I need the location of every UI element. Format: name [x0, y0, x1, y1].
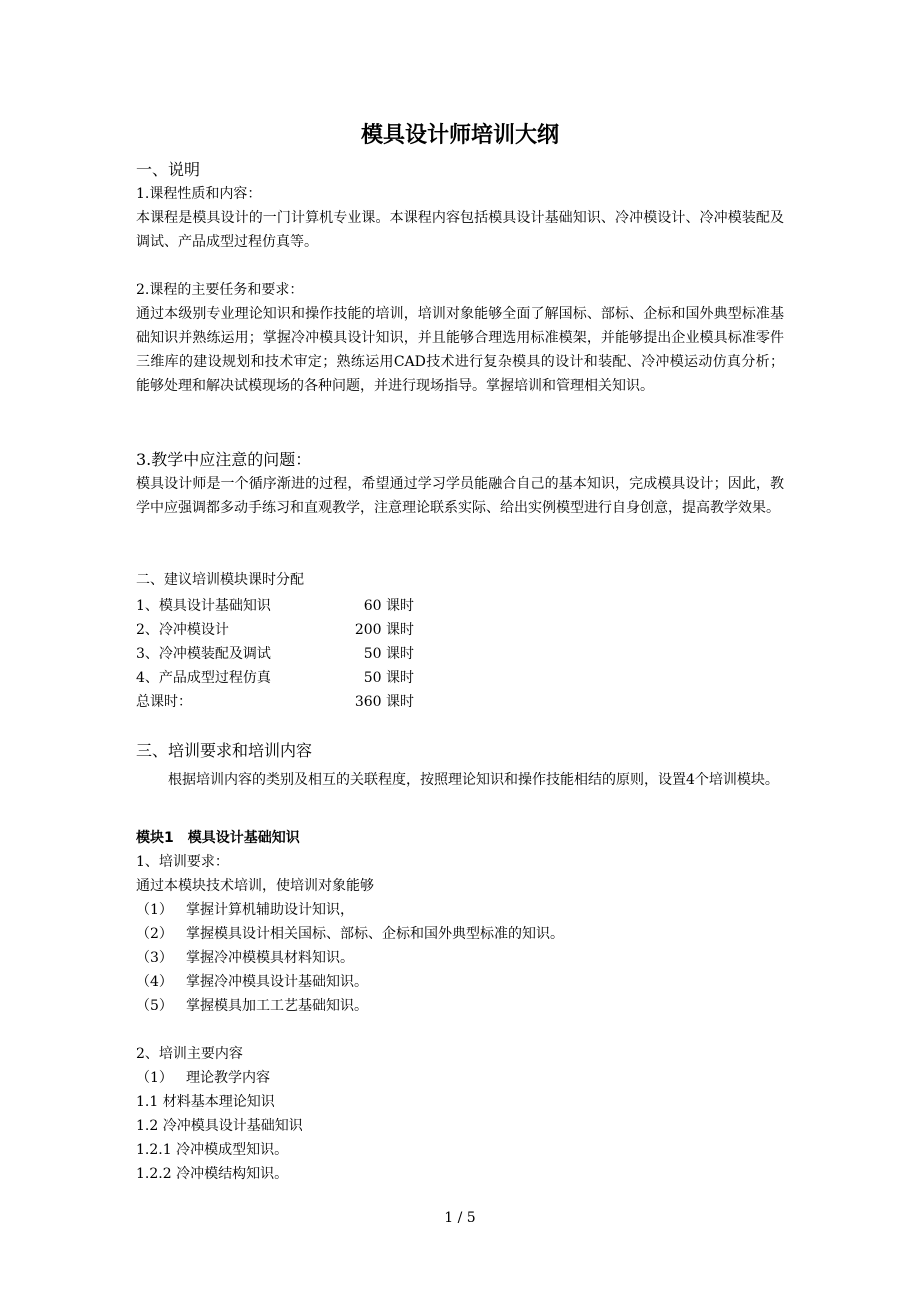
total-hours-value: 360 课时 [354, 694, 414, 710]
total-hours-label: 总课时： [136, 694, 192, 710]
requirements-intro: 通过本模块技术培训，使培训对象能够 [136, 878, 374, 894]
requirement-item [136, 970, 368, 994]
content-item: 1.2.2 冷冲模结构知识。 [136, 1166, 289, 1182]
requirement-text: 掌握模具设计相关国标、部标、企标和国外典型标准的知识。 [186, 926, 564, 942]
hours-row-name: 4、产品成型过程仿真 [136, 670, 271, 686]
content-item: 1.2.1 冷冲模成型知识。 [136, 1142, 289, 1158]
hours-row-name: 1、模具设计基础知识 [136, 598, 271, 614]
requirement-number: （5） [136, 998, 173, 1014]
document-title: 模具设计师培训大纲 [360, 123, 559, 148]
content-sub-number: （1） [136, 1070, 173, 1086]
content-item: 1.1 材料基本理论知识 [136, 1094, 275, 1110]
hours-row-value: 200 课时 [354, 622, 414, 638]
para-1-text: 本课程是模具设计的一门计算机专业课。本课程内容包括模具设计基础知识、冷冲模设计、冷冲模装配及调试、产品成型过程仿真等。 [136, 210, 784, 250]
para-1-label: 1.课程性质和内容： [136, 186, 262, 202]
page-number: 1 / 5 [444, 1210, 476, 1226]
requirement-text: 掌握冷冲模具设计基础知识。 [186, 974, 368, 990]
requirement-item [136, 994, 368, 1018]
hours-row-value: 50 课时 [363, 670, 414, 686]
requirement-item [136, 922, 564, 946]
content-item: 1.2 冷冲模具设计基础知识 [136, 1118, 303, 1134]
requirement-number: （2） [136, 926, 173, 942]
para-3-label: 3.教学中应注意的问题： [136, 450, 312, 469]
requirement-number: （1） [136, 902, 173, 918]
para-2-text: 通过本级别专业理论知识和操作技能的培训，培训对象能够全面了解国标、部标、企标和国外典型标准基础知识并熟练运用；掌握冷冲模具设计知识，并且能够合理选用标准模架，并能够提出企业模具标准零件三维库的建设规划和技术审定；熟练运用CAD技术进行复杂模具的设计和装配、冷冲模运动仿真分析；能够处理和解决试模现场的各种问题，并进行现场指导。掌握培训和管理相关知识。 [136, 306, 784, 394]
requirement-text: 掌握模具加工工艺基础知识。 [186, 998, 368, 1014]
hours-row-value: 50 课时 [363, 646, 414, 662]
requirement-text: 掌握计算机辅助设计知识， [186, 902, 354, 918]
hours-row-name: 3、冷冲模装配及调试 [136, 646, 271, 662]
para-2-label: 2.课程的主要任务和要求： [136, 282, 304, 298]
module-1-title: 模块1 模具设计基础知识 [136, 830, 300, 846]
content-sub-text: 理论教学内容 [186, 1070, 270, 1086]
requirements-label: 1、培训要求： [136, 854, 229, 870]
content-label: 2、培训主要内容 [136, 1046, 243, 1062]
section-1-heading: 一、说明 [136, 160, 201, 179]
content-subheading [136, 1066, 270, 1090]
hours-row-value: 60 课时 [363, 598, 414, 614]
requirement-number: （3） [136, 950, 173, 966]
section-3-intro: 根据培训内容的类别及相互的关联程度，按照理论知识和操作技能相结的原则，设置4个培训模块。 [168, 772, 779, 788]
section-3-heading: 三、培训要求和培训内容 [136, 741, 313, 760]
section-2-heading: 二、建议培训模块课时分配 [136, 572, 304, 588]
requirement-number: （4） [136, 974, 173, 990]
requirement-text: 掌握冷冲模模具材料知识。 [186, 950, 354, 966]
requirement-item [136, 946, 354, 970]
hours-row-name: 2、冷冲模设计 [136, 622, 229, 638]
para-3-text: 模具设计师是一个循序渐进的过程，希望通过学习学员能融合自己的基本知识，完成模具设计；因此，教学中应强调都多动手练习和直观教学，注意理论联系实际、给出实例模型进行自身创意，提高教学效果。 [136, 476, 784, 516]
requirement-item [136, 898, 354, 922]
